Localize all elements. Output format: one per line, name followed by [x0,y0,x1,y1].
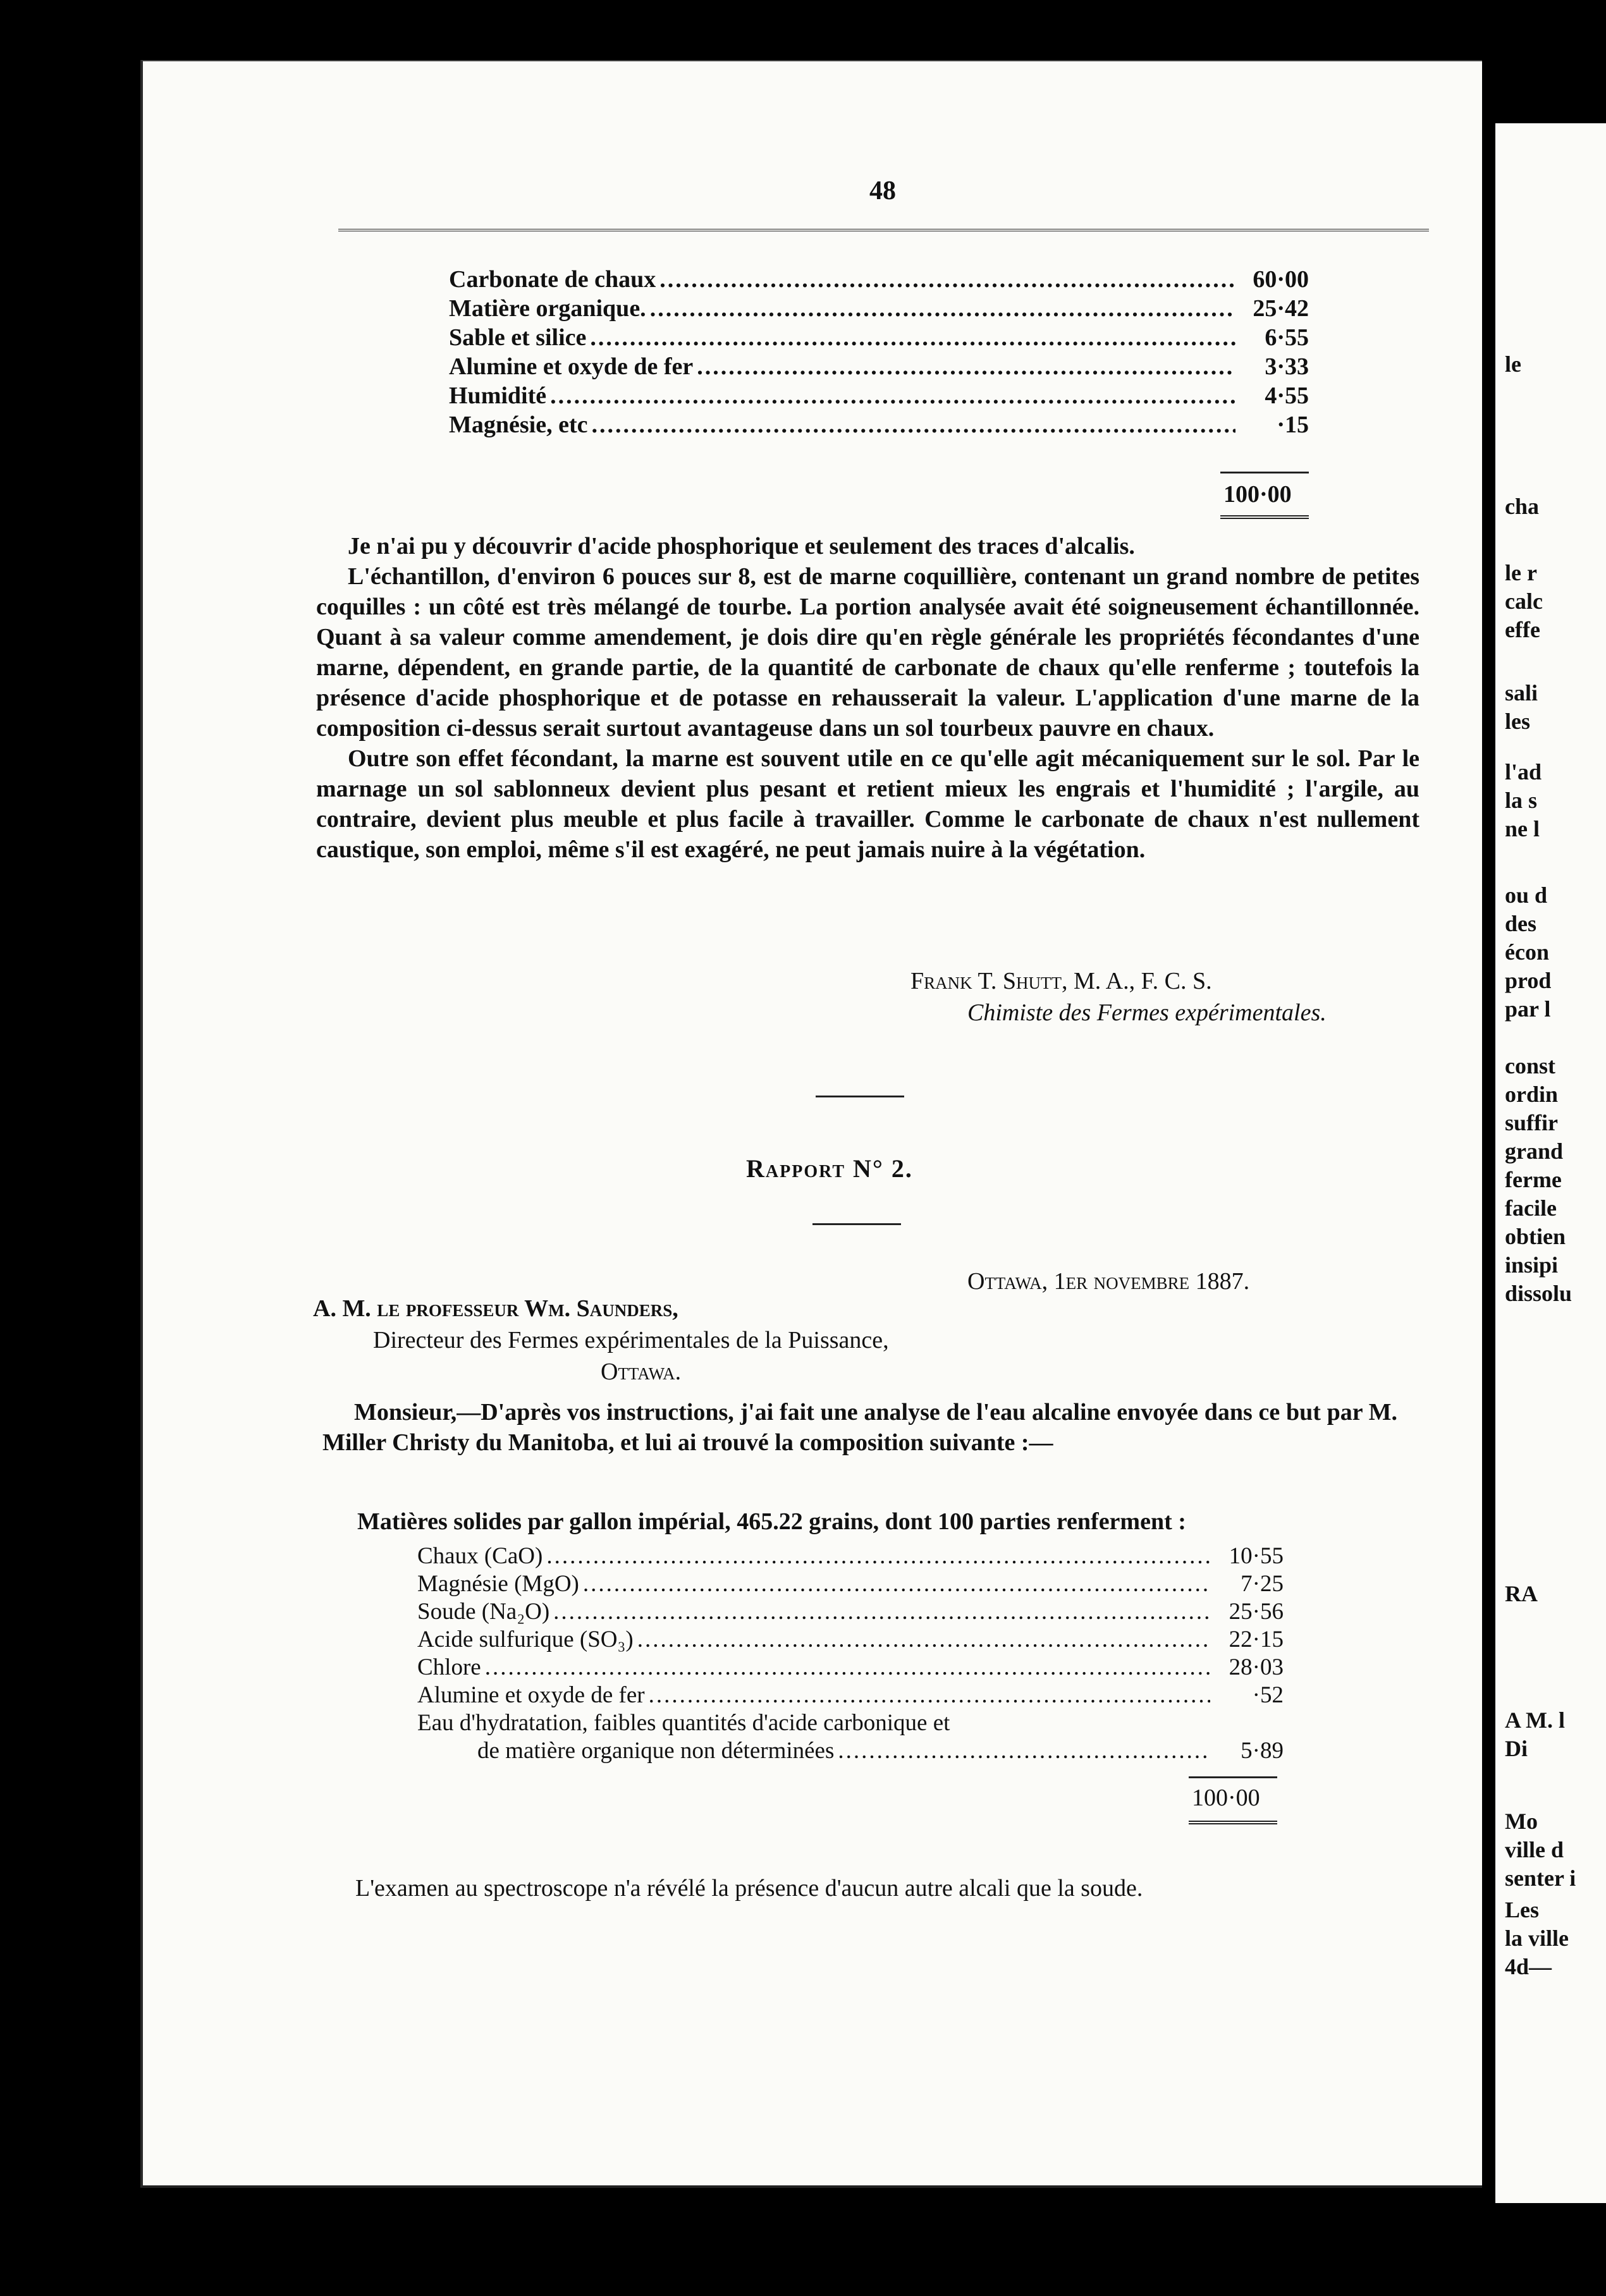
adjacent-page-fragment: calc [1505,589,1543,614]
adjacent-page-fragment: dissolu [1505,1281,1572,1306]
adjacent-page-fragment: la s [1505,788,1538,813]
signature-name: Frank T. Shutt, M. A., F. C. S. [910,968,1212,994]
sum-rule [1189,1776,1277,1778]
adjacent-page-fragment: obtien [1505,1224,1566,1249]
page-number: 48 [869,176,896,205]
adjacent-page-fragment: senter i [1505,1866,1576,1891]
adjacent-page-fragment: ordin [1505,1082,1559,1107]
adjacent-page-fragment: ne l [1505,816,1540,841]
sum-rule [1220,472,1309,473]
adjacent-page-fragment: ou d [1505,882,1548,908]
adjacent-page-fragment: Les [1505,1897,1539,1922]
adjacent-page-fragment: RA [1505,1581,1538,1606]
adjacent-page-fragment: const [1505,1053,1555,1078]
composition-total: 100·00 [1223,481,1292,508]
paragraph: Outre son effet fécondant, la marne est souvent utile en ce qu'elle agit mécaniquement sur le sol. Par le marnage un sol sablonneux devient plus pesant et retient mieux les engrais et l'humidité ; l'argile, au contraire, devient plus meuble et plus facile à travailler. Comme le carbonate de chaux n'est nullement caustique, son emploi, même s'il est exagéré, ne peut jamais nuire à la végétation. [316,745,1419,863]
composition-row: Chlore ..... 28·03 [417,1654,1284,1682]
address-line: Ottawa. [601,1359,682,1385]
composition-total: 100·00 [1192,1785,1260,1811]
composition-row: Magnésie, etc ..... ·15 [449,411,1309,440]
composition-row: Alumine et oxyde de fer ..... 3·33 [449,353,1309,382]
adjacent-page-fragment: effe [1505,617,1540,642]
solids-intro: Matières solides par gallon impérial, 465.22 grains, dont 100 parties renferment : [357,1508,1186,1535]
adjacent-page-fragment: prod [1505,968,1552,993]
adjacent-page-fragment: Mo [1505,1809,1538,1834]
composition-row: Alumine et oxyde de fer ..... ·52 [417,1682,1284,1709]
adjacent-page-fragment: ferme [1505,1167,1562,1192]
adjacent-page-fragment: le r [1505,560,1537,585]
section-rule [812,1223,901,1225]
adjacent-page-fragment: la ville [1505,1926,1569,1951]
adjacent-page-fragment: ville d [1505,1837,1564,1862]
adjacent-page-fragment: des [1505,911,1537,936]
header-rule [338,229,1429,231]
adjacent-page-fragment: grand [1505,1139,1564,1164]
composition-row: Matière organique. ..... 25·42 [449,295,1309,324]
adjacent-page-fragment: A M. l [1505,1707,1565,1733]
section-rule [816,1096,904,1097]
adjacent-page-fragment: suffir [1505,1110,1558,1135]
paragraph: Je n'ai pu y découvrir d'acide phosphorique et seulement des traces d'alcalis. [348,533,1135,559]
adjacent-page-fragment: cha [1505,494,1539,519]
body-text [316,531,1419,865]
composition-row: Soude (Na₂O) ..... 25·56 [417,1598,1284,1626]
composition-row: Carbonate de chaux ..... 60·00 [449,266,1309,295]
closing-sentence: L'examen au spectroscope n'a révélé la présence d'aucun autre alcali que la soude. [355,1875,1143,1902]
composition-row: Acide sulfurique (SO₃) ..... 22·15 [417,1626,1284,1654]
adjacent-page-fragment: le [1505,351,1521,377]
adjacent-page-fragment: facile [1505,1195,1557,1221]
paragraph: L'échantillon, d'environ 6 pouces sur 8, est de marne coquillière, contenant un grand nombre de petites coquilles : un côté est très mélangé de tourbe. La portion analysée avait été soigneusement échantillonnée. Quant à sa valeur comme amendement, je dois dire qu'en règle générale les propriétés fécondantes d'une marne, dépendent, en grande partie, de la quantité de carbonate de chaux qu'elle renferme ; toutefois la présence d'acide phosphorique et de potasse en rehausserait la valeur. L'application d'une marne de la composition ci-dessus serait surtout avantageuse dans un sol tourbeux pauvre en chaux. [316,563,1419,742]
adjacent-page-fragment: insipi [1505,1252,1559,1278]
composition-row-wrapped: Eau d'hydratation, faibles quantités d'acide carbonique et [417,1710,950,1736]
address-line: Directeur des Fermes expérimentales de la Puissance, [373,1327,889,1353]
composition-row: Sable et silice ..... 6·55 [449,324,1309,353]
adjacent-page-fragment: les [1505,709,1530,734]
report-heading: Rapport N° 2. [746,1154,913,1183]
composition-row: Humidité ..... 4·55 [449,382,1309,411]
salutation-paragraph: Monsieur,—D'après vos instructions, j'ai fait une analyse de l'eau alcaline envoyée dans ce but par M. Miller Christy du Manitoba, et lui ai trouvé la composition suivante :— [322,1399,1397,1456]
adjacent-page-fragment: sali [1505,680,1538,705]
composition-row: Magnésie (MgO) ..... 7·25 [417,1570,1284,1598]
address-line: A. M. le professeur Wm. Saunders, [313,1295,678,1322]
adjacent-page-fragment: écon [1505,939,1549,965]
total-double-rule [1189,1821,1277,1824]
signature-title: Chimiste des Fermes expérimentales. [967,999,1327,1026]
composition-row: de matière organique non déterminées ..... 5·89 [477,1737,1284,1765]
dateline: Ottawa, 1er novembre 1887. [967,1268,1250,1295]
adjacent-page-fragment: par l [1505,996,1551,1022]
adjacent-page-fragment: Di [1505,1736,1528,1761]
composition-row: Chaux (CaO) ..... 10·55 [417,1542,1284,1570]
total-double-rule [1220,515,1309,519]
adjacent-page-fragment: 4d— [1505,1954,1552,1979]
adjacent-page-fragment: l'ad [1505,759,1542,785]
